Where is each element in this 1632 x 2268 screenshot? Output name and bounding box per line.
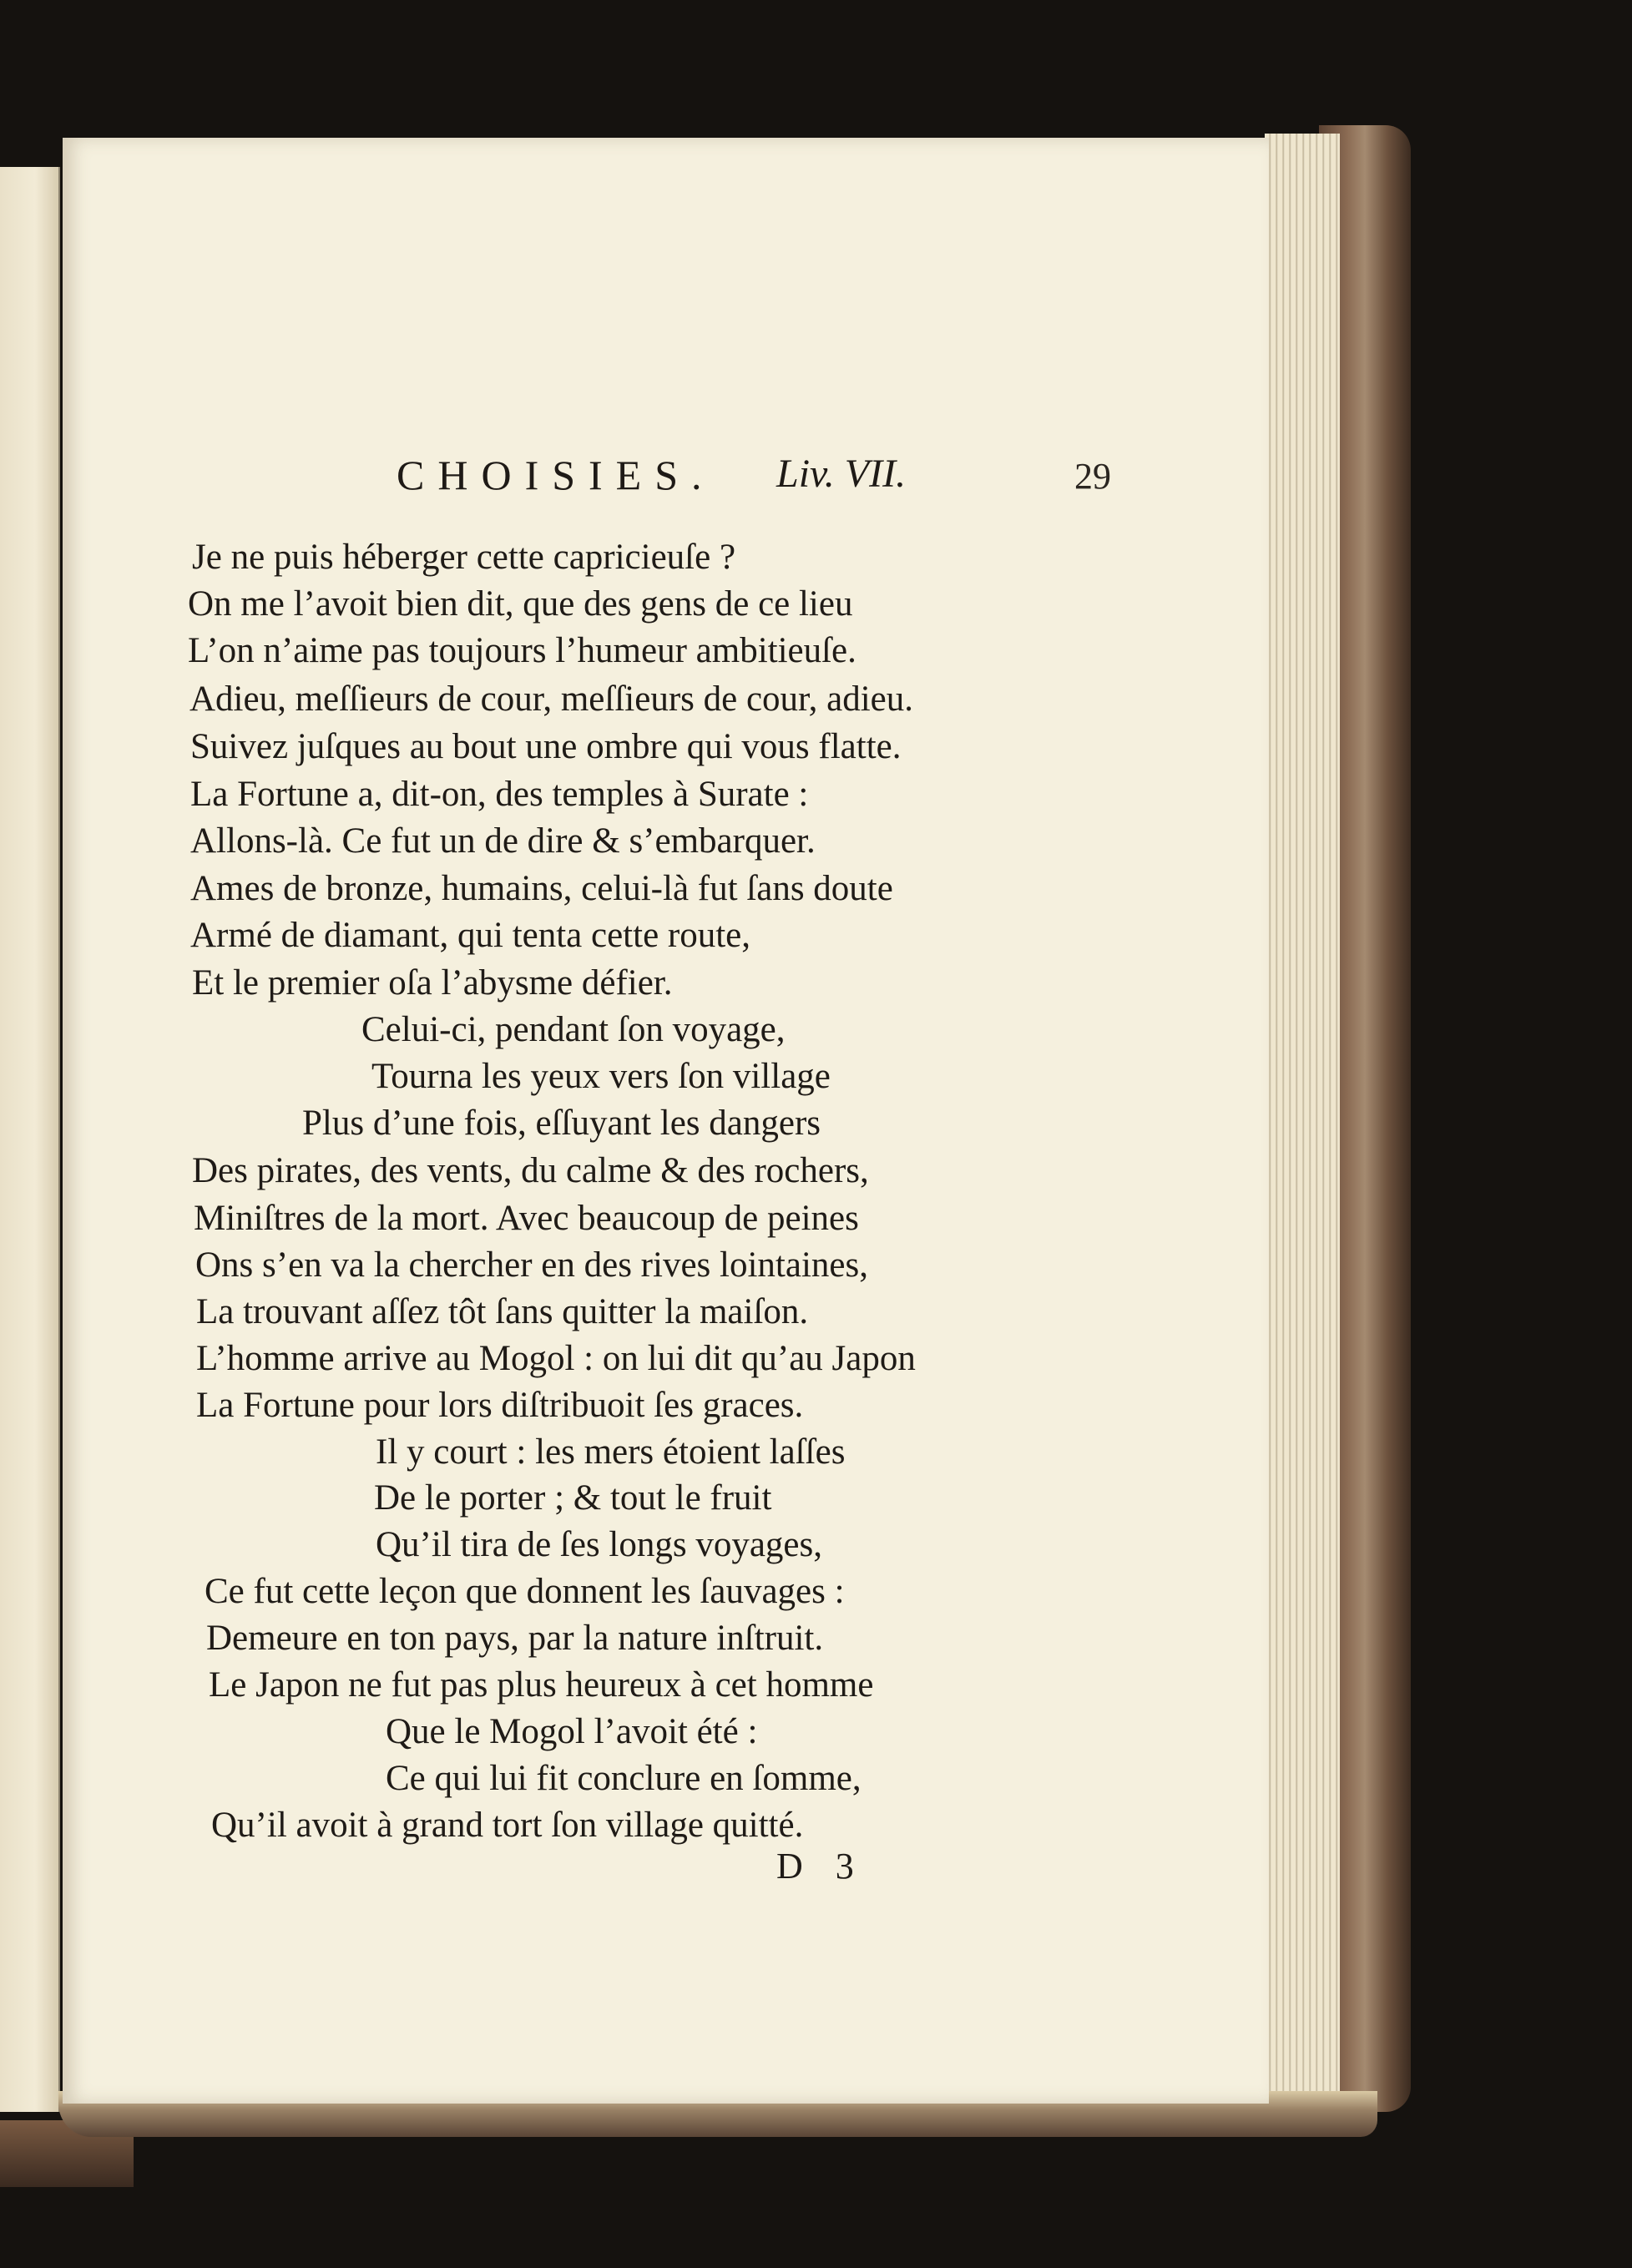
poem-line: On me l’avoit bien dit, que des gens de ce lieu [188, 584, 853, 624]
running-title: CHOISIES. [397, 452, 715, 498]
poem-line: Je ne puis héberger cette capricieuſe ? [192, 538, 736, 577]
poem-line: Celui-ci, pendant ſon voyage, [361, 1010, 786, 1049]
book-reference: Liv. VII. [776, 452, 907, 496]
poem-line: Miniſtres de la mort. Avec beaucoup de peines [194, 1199, 859, 1238]
poem-line: Allons-là. Ce fut un de dire & s’embarquer. [190, 821, 816, 861]
page-number: 29 [1074, 456, 1111, 497]
poem-line: Demeure en ton pays, par la nature inſtruit. [206, 1619, 824, 1658]
poem-line: Adieu, meſſieurs de cour, meſſieurs de cour, adieu. [189, 679, 914, 719]
poem-line: Ames de bronze, humains, celui-là fut ſans doute [190, 869, 893, 908]
poem-line: Que le Mogol l’avoit été : [386, 1712, 758, 1751]
poem-line: Et le premier oſa l’abysme défier. [192, 963, 673, 1003]
poem-line: Il y court : les mers étoient laſſes [376, 1432, 846, 1472]
poem-line: Ce fut cette leçon que donnent les ſauvages : [205, 1572, 845, 1611]
poem-line: Armé de diamant, qui tenta cette route, [190, 916, 751, 955]
poem-line: Plus d’une fois, eſſuyant les dangers [302, 1104, 821, 1143]
poem-line: Qu’il tira de ſes longs voyages, [376, 1525, 823, 1564]
poem-line: Des pirates, des vents, du calme & des rochers, [192, 1151, 869, 1190]
previous-page-edge [0, 167, 60, 2112]
poem-line: L’homme arrive au Mogol : on lui dit qu’au Japon [196, 1339, 916, 1378]
poem-line: La Fortune a, dit-on, des temples à Surate : [190, 775, 809, 814]
poem-line: Ons s’en va la chercher en des rives lointaines, [195, 1245, 868, 1285]
poem-line: Suivez juſques au bout une ombre qui vous flatte. [190, 727, 902, 766]
poem-line: De le porter ; & tout le fruit [374, 1478, 772, 1518]
poem-line: L’on n’aime pas toujours l’humeur ambitieuſe. [188, 631, 856, 670]
poem-line: La Fortune pour lors diſtribuoit ſes graces. [196, 1386, 804, 1425]
poem-line: Ce qui lui fit conclure en ſomme, [386, 1759, 861, 1798]
poem-line: La trouvant aſſez tôt ſans quitter la maiſon. [196, 1292, 809, 1331]
poem-line: Tourna les yeux vers ſon village [371, 1057, 831, 1096]
signature-mark: D 3 [776, 1846, 866, 1887]
poem-line: Qu’il avoit à grand tort ſon village quitté. [211, 1806, 804, 1845]
page-edges [1265, 134, 1340, 2112]
poem-line: Le Japon ne fut pas plus heureux à cet homme [209, 1665, 874, 1705]
book-page [63, 138, 1269, 2104]
running-header [397, 451, 715, 499]
